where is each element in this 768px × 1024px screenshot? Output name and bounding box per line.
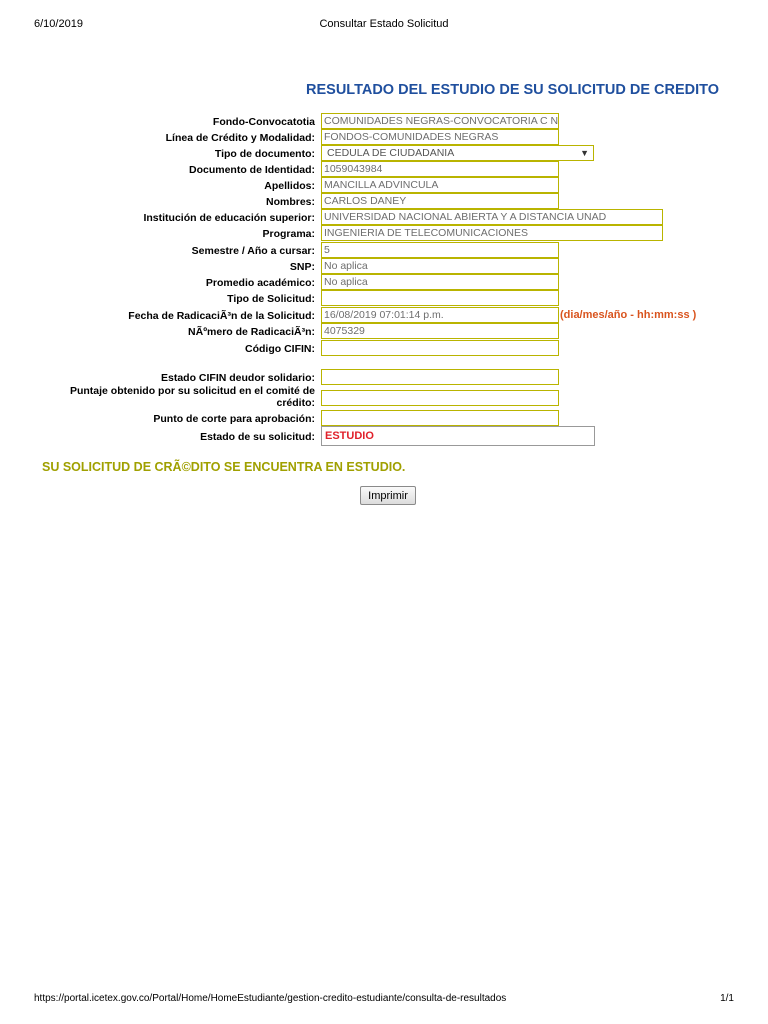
snp-field[interactable]: No aplica: [321, 258, 559, 274]
print-button[interactable]: Imprimir: [360, 486, 416, 505]
nombres-field[interactable]: CARLOS DANEY: [321, 193, 559, 209]
punto-corte-field[interactable]: [321, 410, 559, 426]
print-page-title: Consultar Estado Solicitud: [319, 18, 449, 30]
fondo-label: Fondo-Convocatotia: [212, 116, 315, 128]
print-footer: [34, 993, 734, 1007]
programa-label: Programa:: [262, 228, 315, 240]
codigo-cifin-field[interactable]: [321, 340, 559, 356]
programa-field[interactable]: INGENIERIA DE TELECOMUNICACIONES: [321, 225, 663, 241]
puntaje-label: Puntaje obtenido por su solicitud en el comité de crédito:: [69, 385, 315, 409]
semestre-field[interactable]: 5: [321, 242, 559, 258]
tipo-solicitud-field[interactable]: [321, 290, 559, 306]
fecha-field[interactable]: 16/08/2019 07:01:14 p.m.: [321, 307, 559, 323]
print-header: [34, 18, 734, 32]
institucion-label: Institución de educación superior:: [143, 212, 315, 224]
snp-label: SNP:: [289, 261, 315, 273]
print-date: 6/10/2019: [34, 18, 83, 30]
estado-value: ESTUDIO: [325, 430, 374, 442]
fecha-label: Fecha de RadicaciÃ³n de la Solicitud:: [128, 310, 315, 322]
documento-field[interactable]: 1059043984: [321, 161, 559, 177]
status-message: SU SOLICITUD DE CRÃ©DITO SE ENCUENTRA EN ESTUDIO.: [42, 460, 406, 474]
puntaje-field[interactable]: [321, 390, 559, 406]
estado-cifin-field[interactable]: [321, 369, 559, 385]
tipo-solicitud-label: Tipo de Solicitud:: [227, 293, 315, 305]
linea-label: Línea de Crédito y Modalidad:: [165, 132, 315, 144]
fondo-field[interactable]: COMUNIDADES NEGRAS-CONVOCATORIA C N: [321, 113, 559, 129]
linea-field[interactable]: FONDOS-COMUNIDADES NEGRAS: [321, 129, 559, 145]
numero-field[interactable]: 4075329: [321, 323, 559, 339]
page-url: https://portal.icetex.gov.co/Portal/Home/HomeEstudiante/gestion-credito-estudiante/consulta-de-resultados: [34, 993, 507, 1004]
promedio-field[interactable]: No aplica: [321, 274, 559, 290]
codigo-cifin-label: Código CIFIN:: [245, 343, 315, 355]
nombres-label: Nombres:: [265, 196, 315, 208]
tipo-doc-select[interactable]: [321, 145, 594, 161]
estado-field[interactable]: [321, 426, 595, 446]
punto-corte-label: Punto de corte para aprobación:: [153, 413, 315, 425]
semestre-label: Semestre / Año a cursar:: [191, 245, 315, 257]
apellidos-label: Apellidos:: [264, 180, 315, 192]
tipo-doc-value: CEDULA DE CIUDADANIA: [327, 147, 455, 159]
page-number: 1/1: [720, 993, 734, 1004]
chevron-down-icon: ▼: [580, 148, 589, 158]
documento-label: Documento de Identidad:: [189, 164, 315, 176]
promedio-label: Promedio académico:: [205, 277, 315, 289]
page-title: RESULTADO DEL ESTUDIO DE SU SOLICITUD DE CREDITO: [306, 82, 720, 98]
numero-label: NÃºmero de RadicaciÃ³n:: [188, 326, 315, 338]
date-format-hint: (dia/mes/año - hh:mm:ss ): [560, 309, 697, 321]
estado-label: Estado de su solicitud:: [200, 431, 315, 443]
tipo-doc-label: Tipo de documento:: [214, 148, 315, 160]
institucion-field[interactable]: UNIVERSIDAD NACIONAL ABIERTA Y A DISTANCIA UNAD: [321, 209, 663, 225]
estado-cifin-label: Estado CIFIN deudor solidario:: [160, 372, 315, 384]
apellidos-field[interactable]: MANCILLA ADVINCULA: [321, 177, 559, 193]
